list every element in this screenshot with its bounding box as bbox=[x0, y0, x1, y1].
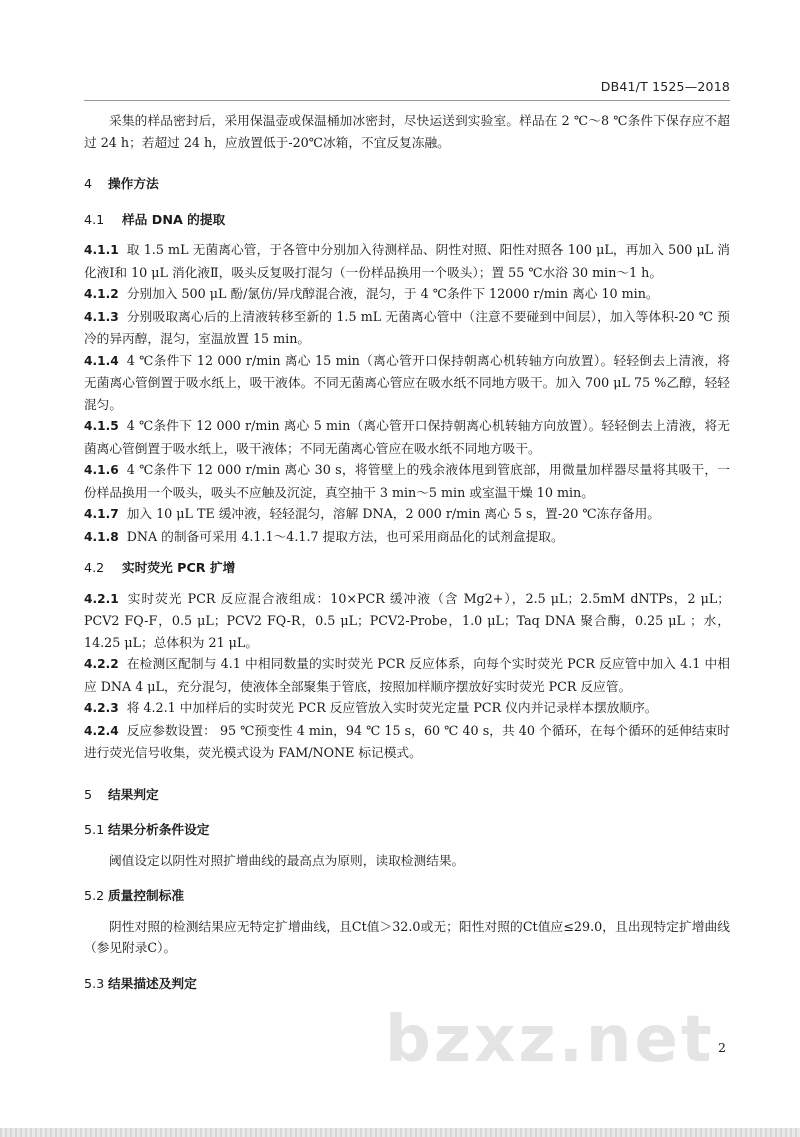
section-4-1-title: 样品 DNA 的提取 bbox=[122, 211, 226, 227]
item-number: 4.2.1 bbox=[84, 591, 119, 606]
list-item bbox=[84, 526, 730, 549]
item-text: 取 1.5 mL 无菌离心管，于各管中分别加入待测样品、阴性对照、阳性对照各 100 μL，再加入 500 μL 消化液Ⅰ和 10 μL 消化液Ⅱ，吸头反复吸打混匀（一份样品换用一个吸头）；置 55 ℃水浴 30 min～1 h。 bbox=[84, 242, 730, 280]
item-number: 4.1.5 bbox=[84, 419, 119, 433]
section-5-1-number: 5.1 bbox=[84, 822, 105, 837]
item-number: 4.1.4 bbox=[84, 353, 119, 368]
section-5-3-heading bbox=[84, 973, 730, 995]
item-number: 4.1.2 bbox=[84, 287, 119, 301]
item-number: 4.1.1 bbox=[84, 243, 119, 257]
item-number: 4.2.2 bbox=[84, 657, 119, 671]
section-4-2-title: 实时荧光 PCR 扩增 bbox=[122, 560, 236, 575]
section-5-2-heading bbox=[84, 885, 730, 907]
section-5-1-text: 阈值设定以阴性对照扩增曲线的最高点为原则，读取检测结果。 bbox=[109, 852, 465, 868]
section-5-2-text: 阴性对照的检测结果应无特定扩增曲线，且Ct值＞32.0或无；阳性对照的Ct值应≤29.0，且出现特定扩增曲线（参见附录C）。 bbox=[84, 918, 730, 955]
section-5-number: 5 bbox=[84, 786, 93, 802]
section-5-title: 结果判定 bbox=[108, 786, 159, 802]
page-number: 2 bbox=[718, 1040, 726, 1055]
section-5-3-number: 5.3 bbox=[84, 975, 105, 991]
section-4-title: 操作方法 bbox=[108, 176, 159, 191]
section-4-2-number: 4.2 bbox=[84, 560, 105, 575]
item-text: 实时荧光 PCR 反应混合液组成：10×PCR 缓冲液（含 Mg2+），2.5 μL；2.5mM dNTPs，2 μL；PCV2 FQ-F，0.5 μL；PCV2 FQ-R，0.5 μL；PCV2-Probe，1.0 μL；Taq DNA 聚合酶，0.25 μL ；水，14.25 μL；总体积为 21 μL。 bbox=[84, 590, 730, 650]
list-item bbox=[84, 720, 730, 764]
section-5-3-title: 结果描述及判定 bbox=[108, 975, 197, 991]
item-number: 4.2.4 bbox=[84, 723, 119, 738]
item-text: 加入 10 μL TE 缓冲液，轻轻混匀，溶解 DNA，2 000 r/min 离心 5 s，置-20 ℃冻存备用。 bbox=[126, 506, 660, 521]
section-5-2-title: 质量控制标准 bbox=[108, 888, 185, 903]
header-rule bbox=[84, 100, 730, 101]
site-watermark: bzxz.net bbox=[385, 1003, 715, 1077]
list-item bbox=[84, 697, 730, 720]
item-number: 4.1.3 bbox=[84, 309, 119, 324]
item-number: 4.1.7 bbox=[84, 507, 119, 521]
intro-paragraph: 采集的样品密封后，采用保温壶或保温桶加冰密封，尽快运送到实验室。样品在 2 ℃～8 ℃条件下保存应不超过 24 h；若超过 24 h，应放置低于-20℃冰箱，不宜反复冻融。 bbox=[84, 113, 730, 150]
section-5-heading bbox=[84, 784, 730, 806]
item-text: 反应参数设置： 95 ℃预变性 4 min，94 ℃ 15 s，60 ℃ 40 s，共 40 个循环，在每个循环的延伸结束时进行荧光信号收集，荧光模式设为 FAM/NONE 标记模式。 bbox=[84, 722, 730, 760]
list-item bbox=[84, 350, 730, 416]
item-text: 4 ℃条件下 12 000 r/min 离心 30 s，将管壁上的残余液体甩到管底部，用微量加样器尽量将其吸干，一份样品换用一个吸头，吸头不应触及沉淀，真空抽干 3 min～5 min 或室温干燥 10 min。 bbox=[84, 462, 730, 500]
list-item bbox=[84, 239, 730, 283]
list-item bbox=[84, 588, 730, 654]
section-5-1-title: 结果分析条件设定 bbox=[108, 822, 210, 837]
item-text: DNA 的制备可采用 4.1.1～4.1.7 提取方法，也可采用商品化的试剂盒提取。 bbox=[126, 528, 564, 544]
standard-code: DB41/T 1525—2018 bbox=[600, 79, 730, 94]
list-item bbox=[84, 653, 730, 697]
section-4-number: 4 bbox=[84, 176, 93, 191]
list-item bbox=[84, 503, 730, 526]
document-body bbox=[84, 110, 730, 994]
item-text: 将 4.2.1 中加样后的实时荧光 PCR 反应管放入实时荧光定量 PCR 仪内并记录样本摆放顺序。 bbox=[126, 700, 658, 715]
section-4-2-heading bbox=[84, 557, 730, 579]
section-5-2-number: 5.2 bbox=[84, 888, 105, 903]
item-text: 在检测区配制与 4.1 中相同数量的实时荧光 PCR 反应体系，向每个实时荧光 PCR 反应管中加入 4.1 中相应 DNA 4 μL，充分混匀，使液体全部聚集于管底，按照加样顺序摆放好实时荧光 PCR 反应管。 bbox=[84, 656, 730, 694]
list-item bbox=[84, 459, 730, 503]
list-item bbox=[84, 283, 730, 306]
item-number: 4.2.3 bbox=[84, 701, 119, 715]
section-5-1-heading bbox=[84, 819, 730, 841]
section-4-heading bbox=[84, 173, 730, 195]
item-number: 4.1.6 bbox=[84, 463, 119, 477]
page-bottom-edge bbox=[0, 1128, 800, 1137]
item-text: 分别吸取离心后的上清液转移至新的 1.5 mL 无菌离心管中（注意不要碰到中间层），加入等体积-20 ℃ 预冷的异丙醇，混匀，室温放置 15 min。 bbox=[84, 308, 730, 346]
section-4-1-number: 4.1 bbox=[84, 211, 105, 227]
list-item bbox=[84, 306, 730, 350]
item-text: 4 ℃条件下 12 000 r/min 离心 5 min（离心管开口保持朝离心机转轴方向放置）。轻轻倒去上清液，将无菌离心管倒置于吸水纸上，吸干液体；不同无菌离心管应在吸水纸不同地方吸干。 bbox=[84, 418, 730, 456]
list-item bbox=[84, 415, 730, 459]
section-4-1-heading bbox=[84, 209, 730, 231]
item-text: 4 ℃条件下 12 000 r/min 离心 15 min（离心管开口保持朝离心机转轴方向放置）。轻轻倒去上清液，将无菌离心管倒置于吸水纸上，吸干液体。不同无菌离心管应在吸水纸不同地方吸干。加入 700 μL 75 %乙醇，轻轻混匀。 bbox=[84, 352, 730, 412]
item-text: 分别加入 500 μL 酚/氯仿/异戊醇混合液，混匀，于 4 ℃条件下 12000 r/min 离心 10 min。 bbox=[126, 286, 659, 301]
item-number: 4.1.8 bbox=[84, 529, 119, 544]
